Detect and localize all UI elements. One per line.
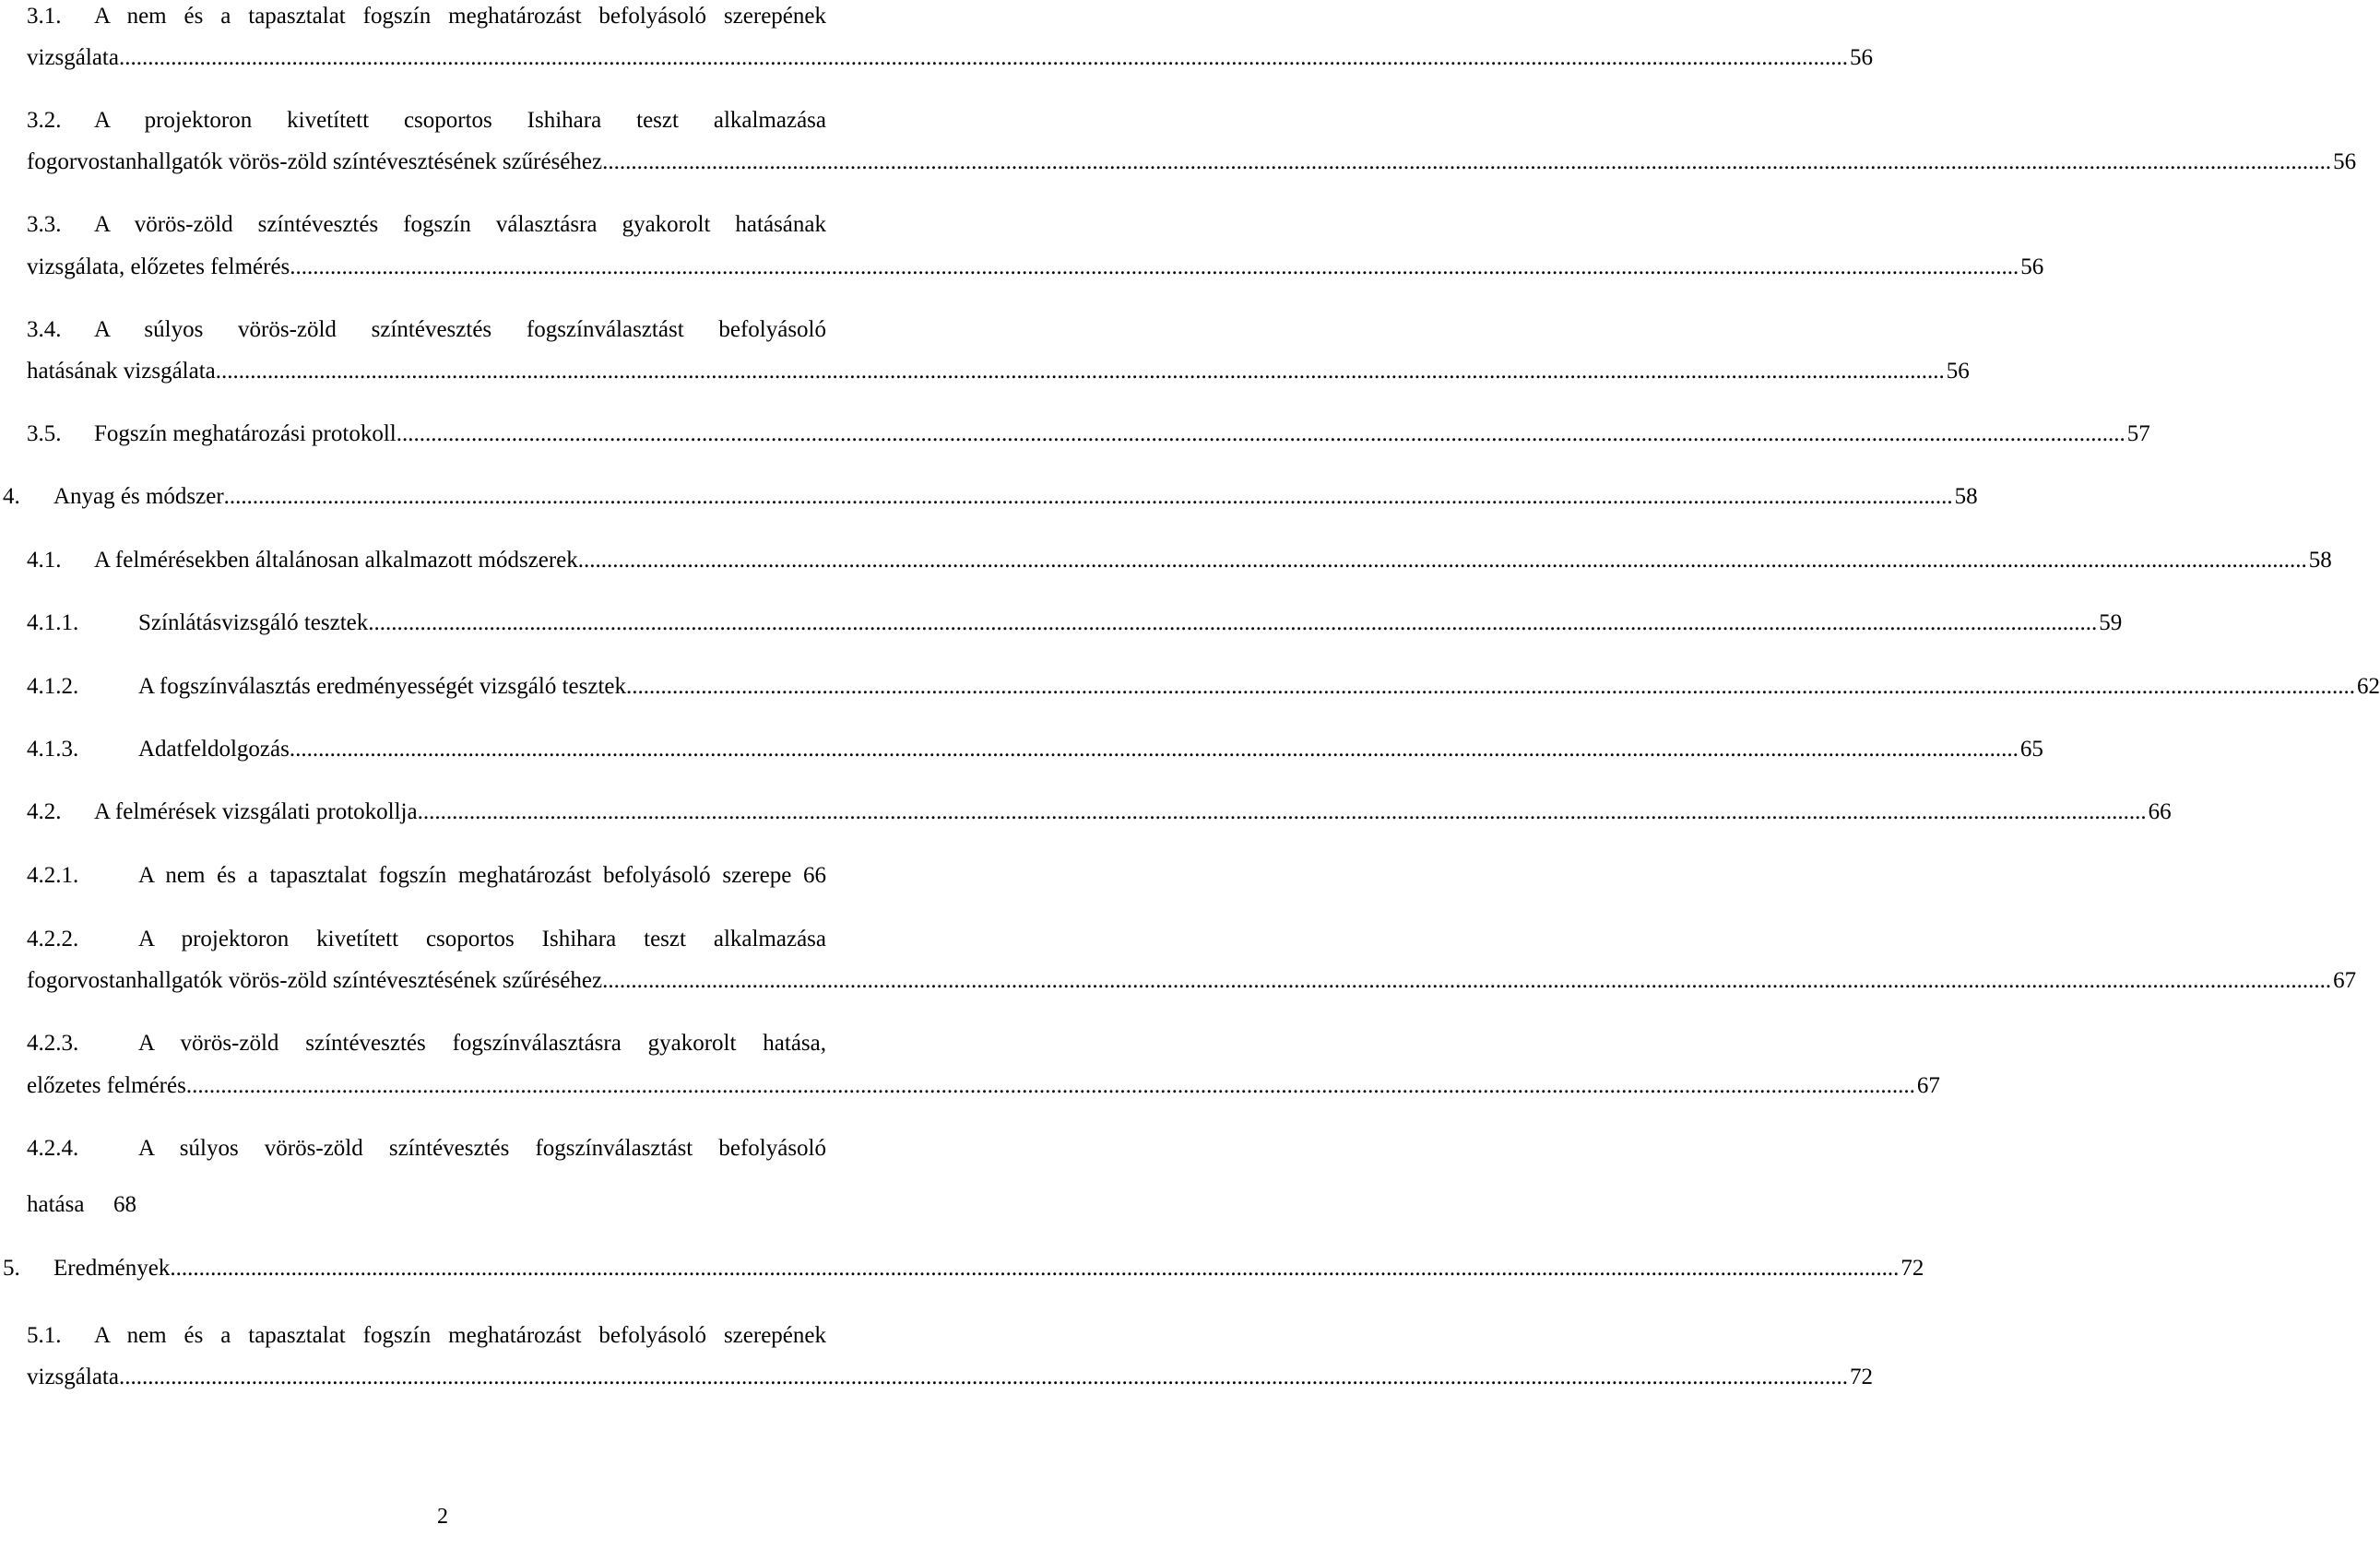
toc-leader-dots: ............................................................................................................................................................................................................................................................................................................ — [417, 799, 2147, 824]
toc-entry-title: A súlyos vörös-zöld színtévesztés fogszínválasztást befolyásoló — [138, 1136, 826, 1161]
toc-entry-page: 72 — [1900, 1256, 1924, 1281]
toc-entry-title-cont: előzetes felmérés — [27, 1073, 186, 1098]
toc-leader-dots: ............................................................................................................................................................................................................................................................................................................ — [170, 1256, 1900, 1281]
toc-entry-title: Anyag és módszer — [53, 484, 224, 509]
toc-leader-dots: ............................................................................................................................................................................................................................................................................................................ — [577, 548, 2307, 573]
toc-entry-title: Adatfeldolgozás — [138, 737, 290, 762]
toc-entry-title: A felmérések vizsgálati protokollja — [94, 799, 418, 824]
toc-entry-number: 3.1. — [27, 4, 62, 29]
toc-entry-title-cont: vizsgálata — [27, 45, 119, 70]
toc-entry-title-cont: hatása — [27, 1192, 85, 1217]
toc-entry-page: 56 — [1849, 45, 1873, 70]
toc-entry-title: A vörös-zöld színtévesztés fogszín választásra gyakorolt hatásának — [94, 212, 826, 237]
toc-entry-page: 56 — [1946, 359, 1970, 384]
toc-entry-number: 4.1. — [27, 548, 62, 573]
toc-entry-page: 58 — [2308, 548, 2332, 573]
toc-entry-page: 67 — [2333, 968, 2357, 993]
toc-leader-dots: ............................................................................................................................................................................................................................................................................................................ — [223, 484, 1953, 509]
toc-entry-title: A projektoron kivetített csoportos Ishihara teszt alkalmazása — [138, 927, 826, 951]
toc-entry-number: 3.3. — [27, 212, 62, 237]
toc-entry-title-cont: fogorvostanhallgatók vörös-zöld színtévesztésének szűréséhez — [27, 968, 603, 993]
toc-entry-title: Eredmények — [53, 1256, 171, 1281]
toc-entry-title-cont: hatásának vizsgálata — [27, 359, 216, 384]
toc-entry-title: A nem és a tapasztalat fogszín meghatározást befolyásoló szerepe 66 — [138, 863, 826, 888]
toc-entry-page: 58 — [1954, 484, 1978, 509]
toc-entry-number: 4.2.3. — [27, 1031, 79, 1056]
toc-entry-title: Színlátásvizsgáló tesztek — [138, 610, 369, 635]
toc-entry-number: 3.4. — [27, 317, 62, 342]
toc-entry-page: 62 — [2356, 674, 2380, 699]
toc-entry-title: Fogszín meghatározási protokoll — [94, 421, 397, 446]
toc-entry-title-cont: fogorvostanhallgatók vörös-zöld színtévesztésének szűréséhez — [27, 149, 603, 174]
toc-entry-number: 4.2. — [27, 799, 62, 824]
toc-entry-title: A projektoron kivetített csoportos Ishihara teszt alkalmazása — [94, 108, 826, 133]
toc-entry-number: 3.5. — [27, 421, 62, 446]
toc-entry-page: 56 — [2020, 254, 2044, 279]
toc-entry-page: 56 — [2333, 149, 2357, 174]
toc-leader-dots: ............................................................................................................................................................................................................................................................................................................ — [396, 421, 2125, 446]
toc-entry-title: A nem és a tapasztalat fogszín meghatározást befolyásoló szerepének — [94, 1323, 826, 1348]
page-number: 2 — [437, 1505, 448, 1529]
toc-entry-title: A súlyos vörös-zöld színtévesztés fogszínválasztást befolyásoló — [94, 317, 826, 342]
toc-entry-title-cont: vizsgálata, előzetes felmérés — [27, 254, 290, 279]
toc-leader-dots: ............................................................................................................................................................................................................................................................................................................ — [185, 1073, 1915, 1098]
toc-entry-title: A fogszínválasztás eredményességét vizsgáló tesztek — [138, 674, 626, 699]
toc-entry-title: A vörös-zöld színtévesztés fogszínválasztásra gyakorolt hatása, — [138, 1031, 826, 1056]
toc-entry-title: A nem és a tapasztalat fogszín meghatározást befolyásoló szerepének — [94, 4, 826, 29]
toc-entry-page: 59 — [2099, 610, 2123, 635]
toc-leader-dots: ............................................................................................................................................................................................................................................................................................................ — [118, 45, 1848, 70]
toc-entry-number: 4.1.3. — [27, 737, 79, 762]
toc-leader-dots: ............................................................................................................................................................................................................................................................................................................ — [368, 610, 2098, 635]
toc-entry-number: 4.2.2. — [27, 927, 79, 951]
toc-entry-page: 68 — [113, 1192, 136, 1217]
toc-leader-dots: ............................................................................................................................................................................................................................................................................................................ — [625, 674, 2355, 699]
toc-leader-dots: ............................................................................................................................................................................................................................................................................................................ — [602, 149, 2332, 174]
toc-entry-number: 5. — [3, 1256, 20, 1281]
toc-entry-title-cont: vizsgálata — [27, 1365, 119, 1389]
toc-entry-page: 67 — [1916, 1073, 1940, 1098]
toc-entry-number: 4. — [3, 484, 20, 509]
toc-entry-page: 65 — [2019, 737, 2043, 762]
toc-entry-page: 72 — [1849, 1365, 1873, 1389]
toc-entry-number: 4.2.1. — [27, 863, 79, 888]
toc-entry-title: A felmérésekben általánosan alkalmazott módszerek — [94, 548, 578, 573]
toc-entry-page: 57 — [2126, 421, 2150, 446]
toc-entry-number: 4.2.4. — [27, 1136, 79, 1161]
toc-entry-number: 5.1. — [27, 1323, 62, 1348]
toc-entry-number: 3.2. — [27, 108, 62, 133]
toc-leader-dots: ............................................................................................................................................................................................................................................................................................................ — [290, 254, 2019, 279]
toc-leader-dots: ............................................................................................................................................................................................................................................................................................................ — [215, 359, 1945, 384]
toc-leader-dots: ............................................................................................................................................................................................................................................................................................................ — [118, 1365, 1848, 1389]
toc-entry-page: 66 — [2148, 799, 2172, 824]
toc-leader-dots: ............................................................................................................................................................................................................................................................................................................ — [289, 737, 2019, 762]
toc-entry-number: 4.1.1. — [27, 610, 79, 635]
toc-leader-dots: ............................................................................................................................................................................................................................................................................................................ — [602, 968, 2332, 993]
toc-entry-number: 4.1.2. — [27, 674, 79, 699]
